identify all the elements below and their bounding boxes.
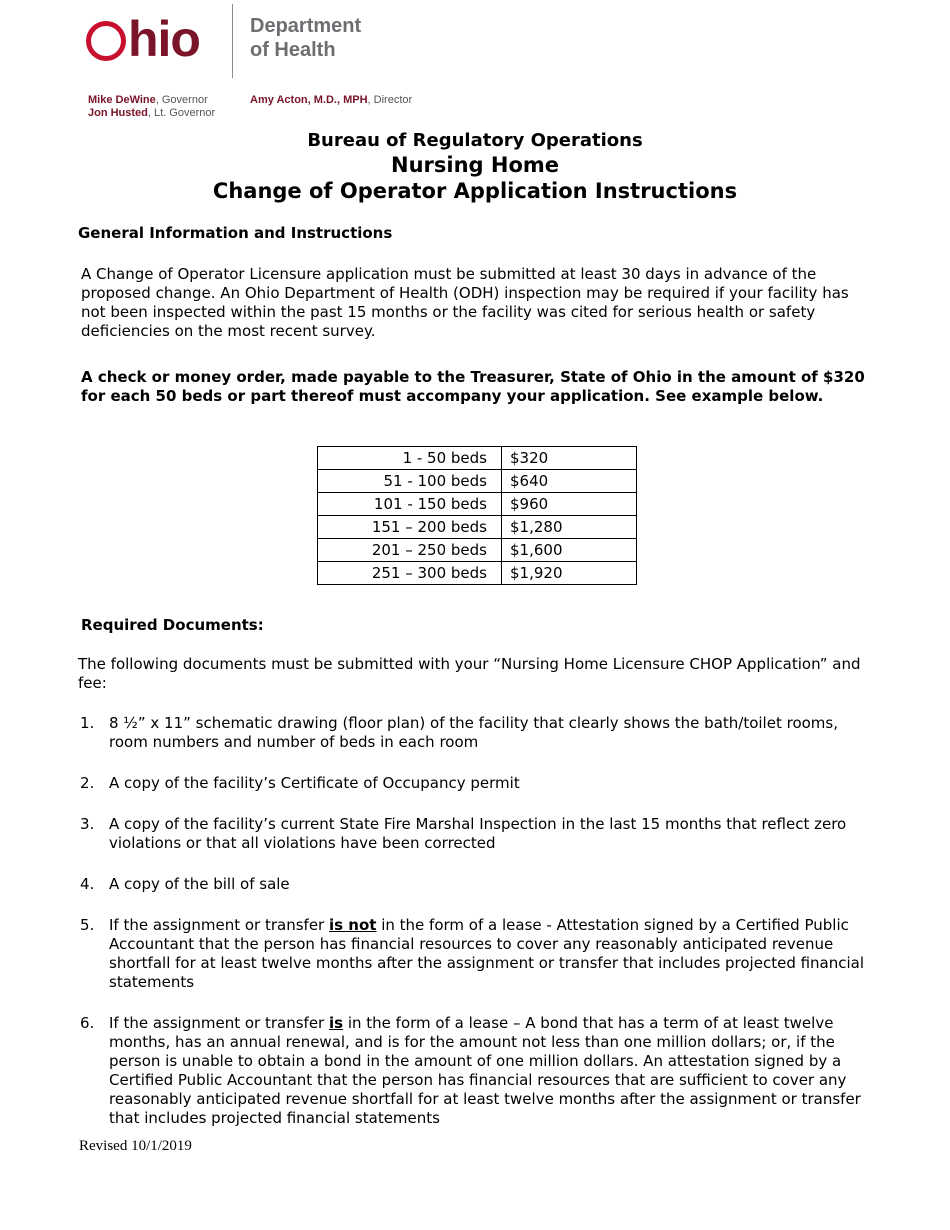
fee-amount-cell: $640 bbox=[502, 470, 637, 493]
item-text-pre: If the assignment or transfer bbox=[109, 1014, 329, 1032]
item-text: A copy of the bill of sale bbox=[109, 875, 290, 893]
ohio-logo-o-icon bbox=[86, 21, 126, 61]
fee-beds-cell: 1 - 50 beds bbox=[318, 447, 502, 470]
letterhead-divider bbox=[232, 4, 233, 78]
lt-governor-line bbox=[88, 107, 215, 120]
fee-amount-cell: $1,920 bbox=[502, 562, 637, 585]
item-text-emphasis: is not bbox=[329, 916, 377, 934]
fee-amount-cell: $1,600 bbox=[502, 539, 637, 562]
item-text bbox=[109, 1014, 880, 1128]
required-intro: The following documents must be submitted with your “Nursing Home Licensure CHOP Application” and fee: bbox=[78, 655, 861, 692]
governor-name: Mike DeWine bbox=[88, 94, 156, 106]
fee-table bbox=[317, 446, 637, 585]
fee-row bbox=[318, 539, 637, 562]
fee-beds-cell: 251 – 300 beds bbox=[318, 562, 502, 585]
program-title: Nursing Home bbox=[391, 153, 559, 177]
item-text-post: in the form of a lease – A bond that has a term of at least twelve months, has an annual renewal, and is for the amount not less than one million dollars; or, if the person is unable to obtain a bond in the amount of one million dollars. An attestation signed by a Certified Public Accountant that the person has financial resources that are sufficient to cover any reasonably anticipated revenue shortfall for at least twelve months after the assignment or transfer that includes projected financial statements bbox=[109, 1014, 861, 1127]
item-text-post: in the form of a lease - Attestation signed by a Certified Public Accountant that the person has financial resources to cover any reasonably anticipated revenue shortfall for at least twelve months after the assignment or transfer that includes projected financial statements bbox=[109, 916, 865, 991]
required-heading: Required Documents: bbox=[81, 616, 264, 634]
fee-row bbox=[318, 470, 637, 493]
required-document-item bbox=[80, 774, 880, 793]
required-document-item bbox=[80, 875, 880, 894]
required-documents-list bbox=[80, 714, 880, 1128]
fee-amount-cell: $320 bbox=[502, 447, 637, 470]
item-number: 1. bbox=[80, 714, 95, 732]
general-heading: General Information and Instructions bbox=[78, 224, 393, 242]
director-line bbox=[250, 94, 412, 106]
fee-row bbox=[318, 562, 637, 585]
ohio-logo bbox=[86, 8, 200, 70]
document-title: Change of Operator Application Instructions bbox=[212, 179, 738, 203]
item-number: 6. bbox=[80, 1014, 95, 1032]
required-document-item bbox=[80, 815, 880, 853]
item-text: 8 ½” x 11” schematic drawing (floor plan) of the facility that clearly shows the bath/toilet rooms, room numbers and number of beds in each room bbox=[109, 714, 838, 751]
fee-row bbox=[318, 516, 637, 539]
item-number: 3. bbox=[80, 815, 95, 833]
director-name: Amy Acton, M.D., MPH bbox=[250, 94, 368, 106]
item-number: 4. bbox=[80, 875, 95, 893]
director-title: , Director bbox=[367, 94, 413, 106]
fee-beds-cell: 51 - 100 beds bbox=[318, 470, 502, 493]
item-text: A copy of the facility’s Certificate of Occupancy permit bbox=[109, 774, 520, 792]
item-text-pre: If the assignment or transfer bbox=[109, 916, 329, 934]
fee-row bbox=[318, 447, 637, 470]
fee-notice: A check or money order, made payable to the Treasurer, State of Ohio in the amount of $320 for each 50 beds or part thereof must accompany your application. See example below. bbox=[81, 368, 865, 405]
fee-beds-cell: 101 - 150 beds bbox=[318, 493, 502, 516]
item-text-emphasis: is bbox=[329, 1014, 344, 1032]
document-titles bbox=[0, 130, 950, 204]
required-document-item bbox=[80, 714, 880, 752]
department-line-2: of Health bbox=[250, 39, 336, 61]
fee-beds-cell: 201 – 250 beds bbox=[318, 539, 502, 562]
lt-governor-name: Jon Husted bbox=[88, 107, 148, 119]
general-paragraph: A Change of Operator Licensure application must be submitted at least 30 days in advance of the proposed change. An Ohio Department of Health (ODH) inspection may be required if your facility has not been inspected within the past 15 months or the facility was cited for serious health or safety deficiencies on the most recent survey. bbox=[81, 265, 849, 340]
fee-beds-cell: 151 – 200 beds bbox=[318, 516, 502, 539]
governor-title: , Governor bbox=[155, 94, 208, 106]
item-number: 2. bbox=[80, 774, 95, 792]
governor-line bbox=[88, 94, 215, 107]
bureau-title: Bureau of Regulatory Operations bbox=[307, 130, 643, 151]
officials-block bbox=[88, 94, 215, 120]
lt-governor-title: , Lt. Governor bbox=[147, 107, 216, 119]
item-text: A copy of the facility’s current State Fire Marshal Inspection in the last 15 months that reflect zero violations or that all violations have been corrected bbox=[109, 815, 847, 852]
fee-amount-cell: $1,280 bbox=[502, 516, 637, 539]
required-document-item bbox=[80, 1014, 880, 1128]
fee-row bbox=[318, 493, 637, 516]
department-name bbox=[250, 14, 361, 62]
revised-date: Revised 10/1/2019 bbox=[79, 1138, 192, 1154]
ohio-logo-text: hio bbox=[128, 11, 200, 67]
item-text bbox=[109, 916, 880, 992]
item-number: 5. bbox=[80, 916, 95, 934]
fee-table-body bbox=[318, 447, 637, 585]
fee-amount-cell: $960 bbox=[502, 493, 637, 516]
required-document-item bbox=[80, 916, 880, 992]
department-line-1: Department bbox=[250, 15, 362, 37]
